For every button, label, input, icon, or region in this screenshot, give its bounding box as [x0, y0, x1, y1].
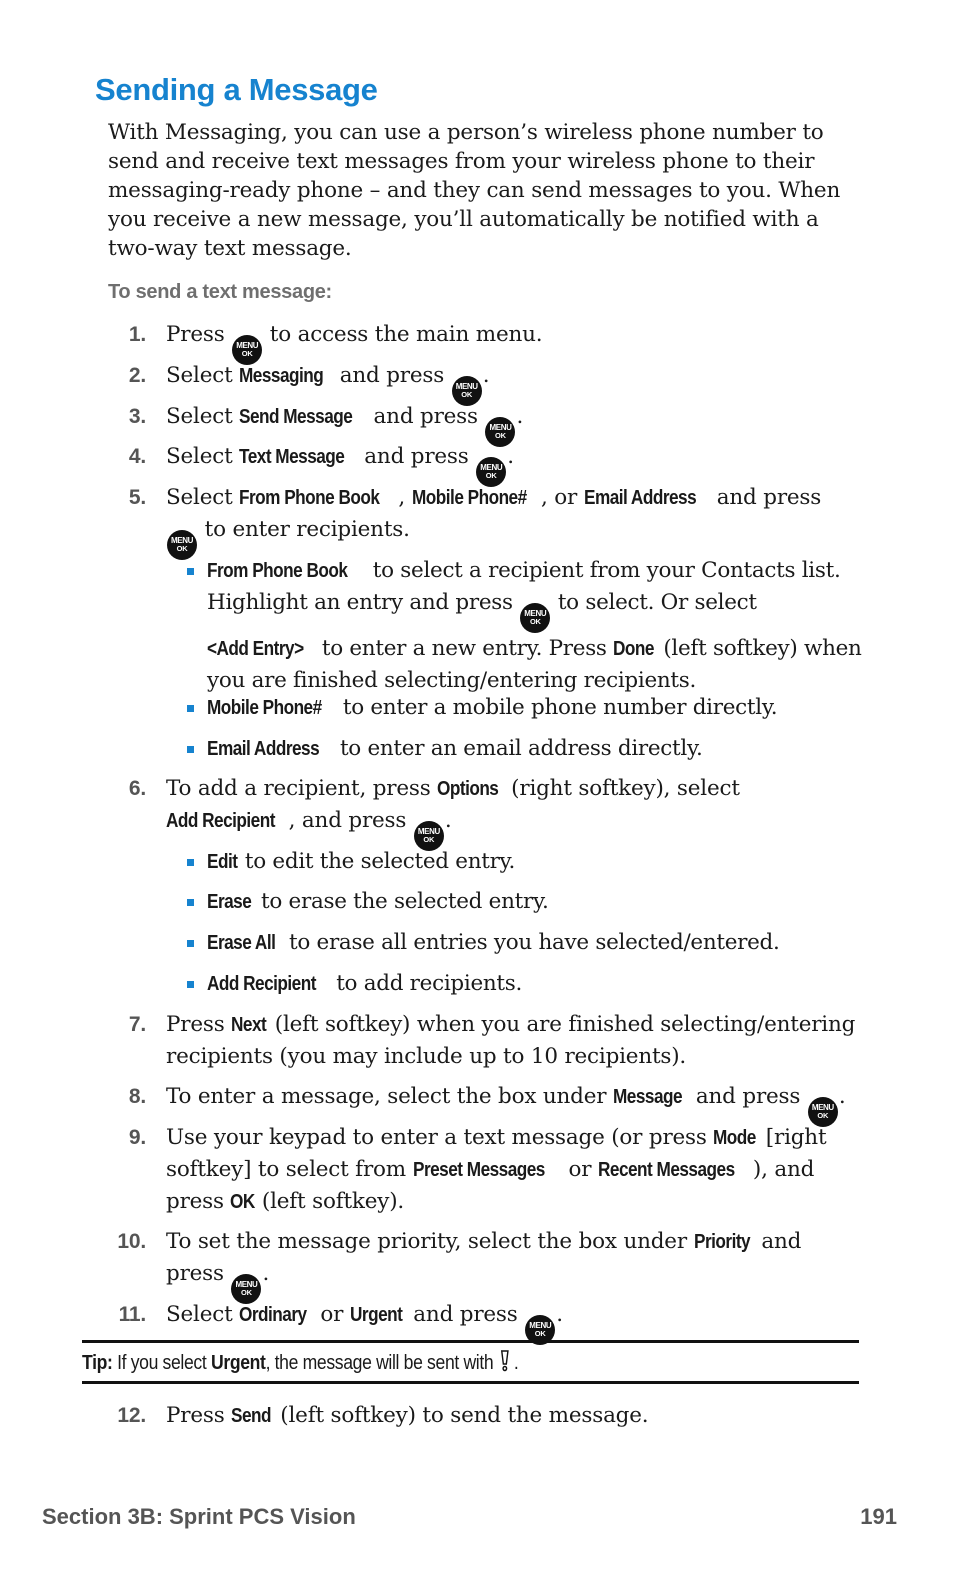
- menu-ok-key-icon: MENU OK: [525, 1315, 555, 1345]
- step-number: 4.: [128, 445, 146, 468]
- step-number: 2.: [128, 364, 146, 387]
- tip-label: Tip:: [82, 1352, 113, 1374]
- step-number: 10.: [117, 1230, 146, 1253]
- bullet-marker: [187, 746, 194, 753]
- key-label: Messaging: [239, 365, 324, 387]
- menu-ok-key-icon: MENU OK: [520, 603, 550, 633]
- key-label: Send Message: [239, 406, 353, 428]
- step-4: 4. Select Text Message and press MENU OK .: [108, 441, 858, 487]
- page-title: Sending a Message: [95, 72, 378, 107]
- bullet-email-address: Email Address to enter an email address directly.: [187, 733, 863, 765]
- step-number: 9.: [128, 1126, 146, 1149]
- key-label: From Phone Book: [239, 487, 380, 509]
- step-6: 6. To add a recipient, press Options (right softkey), select Add Recipient , and press MENU OK .: [108, 773, 858, 851]
- page-number: 191: [860, 1504, 897, 1529]
- step-number: 1.: [128, 323, 146, 346]
- urgent-exclamation-icon: [500, 1350, 510, 1372]
- bullet-marker: [187, 940, 194, 947]
- bullet-marker: [187, 981, 194, 988]
- step-number: 3.: [128, 405, 146, 428]
- step-5: 5. Select From Phone Book , Mobile Phone# , or Email Address and press MENU OK to enter recipients.: [108, 482, 858, 560]
- step-number: 5.: [128, 486, 146, 509]
- bullet-from-phone-book: From Phone Book to select a recipient from your Contacts list. Highlight an entry and press MENU OK to select. Or select <Add Entry> to enter a new entry. Press Done (left softkey) when you are finished selecting/entering recipients.: [187, 555, 863, 697]
- menu-ok-key-icon: MENU OK: [808, 1097, 838, 1127]
- menu-ok-key-icon: MENU OK: [476, 457, 506, 487]
- menu-ok-key-icon: MENU OK: [452, 376, 482, 406]
- menu-ok-key-icon: MENU OK: [414, 821, 444, 851]
- step-number: 6.: [128, 777, 146, 800]
- step-2: 2. Select Messaging and press MENU OK .: [108, 360, 858, 406]
- key-label: Text Message: [239, 446, 345, 468]
- step-1: 1. Press MENU OK to access the main menu.: [108, 319, 858, 365]
- step-7: 7. Press Next (left softkey) when you are finished selecting/entering recipients (you may include up to 10 recipients).: [108, 1009, 858, 1073]
- step-12: 12. Press Send (left softkey) to send the message.: [108, 1400, 858, 1432]
- bullet-edit: Edit to edit the selected entry.: [187, 846, 863, 878]
- step-3: 3. Select Send Message and press MENU OK .: [108, 401, 858, 447]
- bullet-marker: [187, 859, 194, 866]
- intro-paragraph: With Messaging, you can use a person’s wireless phone number to send and receive text messages from your wireless phone to their messaging-ready phone – and they can send messages to you. When you receive a new message, you’ll automatically be notified with a two-way text message.: [108, 120, 841, 261]
- bullet-marker: [187, 899, 194, 906]
- bullet-erase-all: Erase All to erase all entries you have selected/entered.: [187, 927, 863, 959]
- menu-ok-key-icon: MENU OK: [232, 335, 262, 365]
- bullet-add-recipient: Add Recipient to add recipients.: [187, 968, 863, 1000]
- step-number: 8.: [128, 1085, 146, 1108]
- bullet-marker: [187, 568, 194, 575]
- bullet-marker: [187, 705, 194, 712]
- bullet-mobile-phone: Mobile Phone# to enter a mobile phone number directly.: [187, 692, 863, 724]
- menu-ok-key-icon: MENU OK: [231, 1274, 261, 1304]
- procedure-heading: To send a text message:: [108, 281, 332, 303]
- tip-box: [82, 1340, 859, 1384]
- key-label: Email Address: [583, 487, 696, 509]
- menu-ok-key-icon: MENU OK: [485, 417, 515, 447]
- key-label: Mobile Phone#: [411, 487, 527, 509]
- menu-ok-key-icon: MENU OK: [167, 530, 197, 560]
- step-8: 8. To enter a message, select the box under Message and press MENU OK .: [108, 1081, 858, 1127]
- step-9: 9. Use your keypad to enter a text message (or press Mode [right softkey] to select from Preset Messages or Recent Messages ), and press OK (left softkey).: [108, 1122, 858, 1218]
- step-number: 12.: [117, 1404, 146, 1427]
- footer-section-label: Section 3B: Sprint PCS Vision: [42, 1504, 356, 1529]
- step-10: 10. To set the message priority, select the box under Priority and press MENU OK .: [108, 1226, 858, 1304]
- step-number: 7.: [128, 1013, 146, 1036]
- tip-text: Tip: If you select Urgent, the message will be sent with .: [82, 1352, 519, 1374]
- bullet-erase: Erase to erase the selected entry.: [187, 886, 863, 918]
- step-11: 11. Select Ordinary or Urgent and press MENU OK .: [108, 1299, 858, 1345]
- step-number: 11.: [118, 1303, 146, 1326]
